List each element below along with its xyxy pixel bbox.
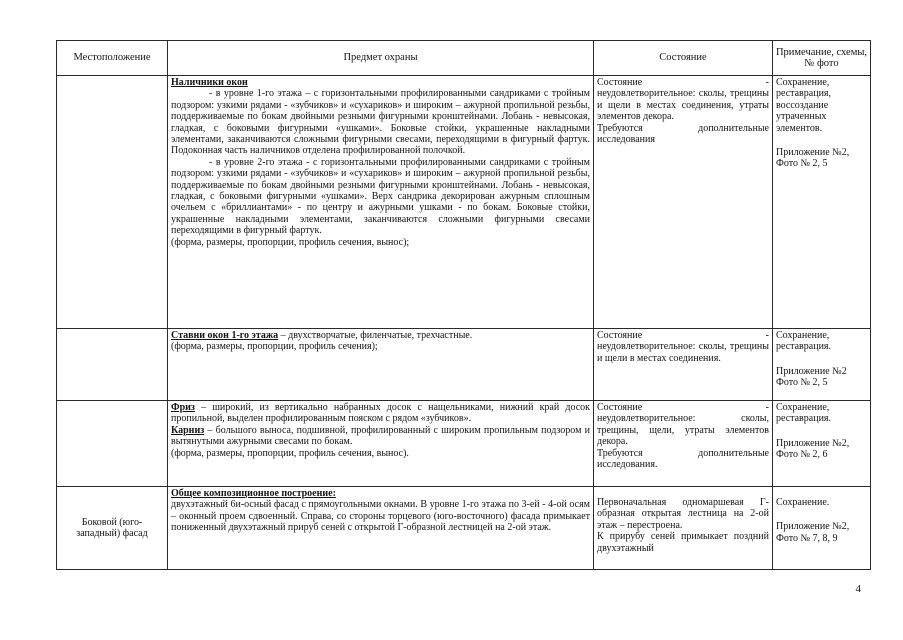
- note-main: Сохранение, реставрация.: [776, 402, 832, 425]
- cell-state: [594, 487, 773, 570]
- note-main: Сохранение, реставрация, воссоздание утраченных элементов.: [776, 77, 832, 134]
- subject-text: двухэтажный 6и-осный фасад с прямоугольными окнами. В уровне 1-го этажа по 3-ей - 4-ой осям – оконный проем сдвоенный. Справа, со стороны торцевого (юго-восточного) фасада примыкает пониженный двухэтажный прируб сеней с открытой Г-образной лестницей на 2-ой этаж.: [171, 499, 590, 534]
- table-row: [57, 487, 871, 570]
- header-note: Примечание, схемы, № фото: [773, 41, 871, 76]
- frieze-text: – широкий, из вертикально набранных досок с нащельниками, нижний край досок пропильной, выделен профилированным пояском с рядом «зубчиков».: [171, 402, 590, 425]
- state-extra: К прирубу сеней примыкает поздний двухэтажный: [597, 531, 769, 554]
- table-row: [57, 401, 871, 487]
- cell-location: Боковой (юго-западный) фасад: [57, 487, 168, 570]
- state-extra: Требуются дополнительные исследования: [597, 122, 769, 146]
- cell-subject: [168, 76, 594, 329]
- cornice-text: – большого выноса, подшивной, профилированный с широким пропильным подзором и вытянутыми ажурными свесами по бокам.: [171, 424, 590, 448]
- page-number: 4: [855, 583, 861, 595]
- cell-subject: [168, 401, 594, 487]
- cell-location: [57, 76, 168, 329]
- state-head: Состояние: [597, 402, 643, 413]
- state-head: Состояние: [597, 77, 643, 88]
- note-ref: Приложение №2, Фото № 2, 6: [776, 437, 850, 461]
- cell-location: [57, 401, 168, 487]
- cell-subject: [168, 487, 594, 570]
- subject-paragraph: - в уровне 1-го этажа – с горизонтальными профилированными сандриками с тройным подзором: узкими рядами - «зубчиков» и «сухариков» и широким – ажурной пропильной резьбы, поддерживаемые по бокам двойными резными фигурными кронштейнами. Лобань - невысокая, гладкая, с боковыми фигурными «ушками». Боковые стойки, украшенные накладными элементами, заканчиваются сложными фигурными свесами, переходящими в фигурный фартук. Подоконная часть наличников отделена профилированной полочкой.: [171, 88, 590, 157]
- note-ref: Приложение №2, Фото № 7, 8, 9: [776, 521, 850, 544]
- cell-state: [594, 329, 773, 401]
- subject-attributes: (форма, размеры, пропорции, профиль сечения, вынос);: [171, 236, 410, 248]
- subject-paragraph: - в уровне 2-го этажа - с горизонтальными профилированными сандриками с тройным подзором: узкими рядами - «зубчиков» и «сухариков» и широким – ажурной пропильной резьбы, поддерживаемые по бокам двойными резными фигурными кронштейнами. Лобань - невысокая, гладкая, с боковыми фигурными «ушками». Верх сандрика декорирован ажурным сплошным очельем с «бриллиантами» - по центру и ажурными ушками - по бокам. Боковые стойки, украшенные накладными элементами, заканчиваются сложными фигурными свесами переходящими в фигурный фартук.: [171, 156, 590, 237]
- subject-title: Наличники окон: [171, 77, 248, 88]
- note-ref: Приложение №2 Фото № 2, 5: [776, 365, 847, 389]
- table-header-row: [57, 41, 871, 76]
- state-dash: -: [765, 330, 769, 341]
- header-location: Местоположение: [57, 41, 168, 76]
- state-dash: -: [765, 77, 769, 88]
- subject-attributes: (форма, размеры, пропорции, профиль сечения);: [171, 341, 378, 353]
- state-extra: Требуются дополнительные исследования.: [597, 447, 769, 471]
- subject-title: Общее композиционное построение:: [171, 488, 336, 499]
- cell-state: [594, 401, 773, 487]
- table-row: [57, 76, 871, 329]
- header-subject: Предмет охраны: [168, 41, 594, 76]
- cell-note: [773, 76, 871, 329]
- note-main: Сохранение, реставрация.: [776, 330, 832, 353]
- state-body: неудовлетворительное: сколы, трещины и щели в местах соединения.: [597, 341, 769, 364]
- protection-table: [56, 40, 871, 570]
- subject-attributes: (форма, размеры, пропорции, профиль сечения, вынос).: [171, 447, 409, 459]
- state-head: Состояние: [597, 330, 643, 341]
- cell-note: [773, 401, 871, 487]
- cell-location: [57, 329, 168, 401]
- header-state: Состояние: [594, 41, 773, 76]
- cornice-title: Карниз: [171, 424, 205, 436]
- state-body: неудовлетворительное: сколы, трещины и щели в местах соединения, утраты элементов декора.: [597, 88, 769, 123]
- subject-text: – двухстворчатые, филенчатые, трехчастные.: [278, 330, 473, 341]
- subject-title: Ставни окон 1-го этажа: [171, 330, 279, 341]
- cell-note: [773, 329, 871, 401]
- cell-subject: [168, 329, 594, 401]
- state-dash: -: [765, 402, 769, 413]
- table-row: [57, 329, 871, 401]
- state-body: Первоначальная одномаршевая Г- образная открытая лестница на 2-ой этаж – перестроена.: [597, 497, 769, 531]
- cell-state: [594, 76, 773, 329]
- frieze-title: Фриз: [171, 402, 195, 413]
- state-body: неудовлетворительное: сколы, трещины, щели, утраты элементов декора.: [597, 413, 769, 448]
- note-ref: Приложение №2, Фото № 2, 5: [776, 147, 850, 170]
- note-main: Сохранение.: [776, 497, 830, 508]
- cell-note: [773, 487, 871, 570]
